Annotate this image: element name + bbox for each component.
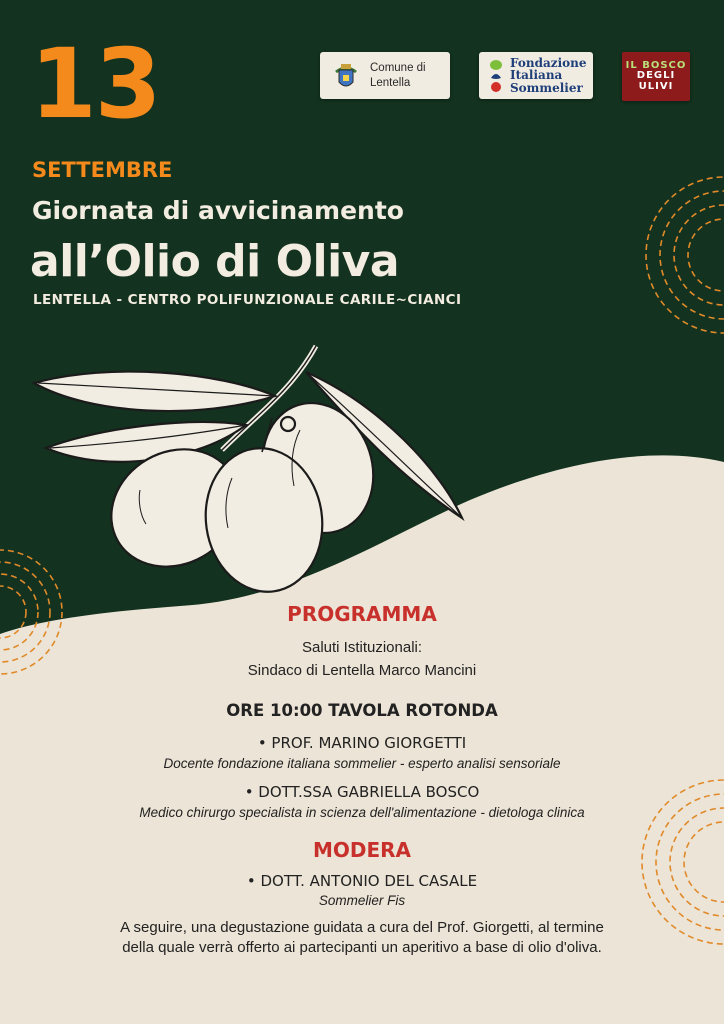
fis-logo-line2: Italiana	[510, 68, 563, 83]
fondazione-italiana-sommelier-logo	[479, 52, 593, 99]
speaker-1-name: • PROF. MARINO GIORGETTI	[257, 734, 467, 752]
round-table-heading: ORE 10:00 TAVOLA ROTONDA	[226, 701, 498, 720]
fis-logo-icon	[485, 56, 507, 96]
event-title-line1: Giornata di avvicinamento	[32, 196, 404, 225]
event-title-line2: all’Olio di Oliva	[30, 236, 400, 287]
bosco-logo-line2: DEGLI	[636, 70, 676, 82]
fis-logo-line1: Fondazione	[510, 55, 587, 70]
closing-line2: della quale verrà offerto ai partecipanti un aperitivo a base di olio d'oliva.	[122, 939, 602, 956]
program-section	[0, 602, 724, 958]
comune-logo-line2: Lentella	[370, 76, 411, 89]
bosco-degli-ulivi-logo	[622, 52, 690, 101]
moderator-title: MODERA	[312, 838, 412, 862]
speaker-2-role: Medico chirurgo specialista in scienza dell'alimentazione - dietologa clinica	[139, 805, 585, 820]
greetings-name: Sindaco di Lentella Marco Mancini	[247, 662, 477, 679]
speaker-2-name: • DOTT.SSA GABRIELLA BOSCO	[244, 783, 480, 801]
moderator-name: • DOTT. ANTONIO DEL CASALE	[246, 872, 478, 890]
fis-logo-line3: Sommelier	[510, 80, 583, 95]
speaker-1-role: Docente fondazione italiana sommelier - esperto analisi sensoriale	[163, 756, 561, 771]
bosco-logo-line1: IL BOSCO	[625, 59, 687, 71]
moderator-role: Sommelier Fis	[318, 893, 406, 908]
greetings-label: Saluti Istituzionali:	[301, 639, 423, 656]
comune-lentella-logo	[320, 52, 450, 99]
comune-logo-line1: Comune di	[370, 62, 426, 75]
event-date-day: 13	[30, 28, 160, 140]
event-location: LENTELLA - CENTRO POLIFUNZIONALE CARILE~CIANCI	[33, 292, 462, 308]
bosco-logo-line3: ULIVI	[638, 80, 674, 92]
coat-of-arms-icon	[328, 58, 364, 94]
closing-line1: A seguire, una degustazione guidata a cura del Prof. Giorgetti, al termine	[120, 919, 604, 936]
program-title: PROGRAMMA	[287, 602, 437, 626]
event-date-month: SETTEMBRE	[32, 158, 173, 182]
